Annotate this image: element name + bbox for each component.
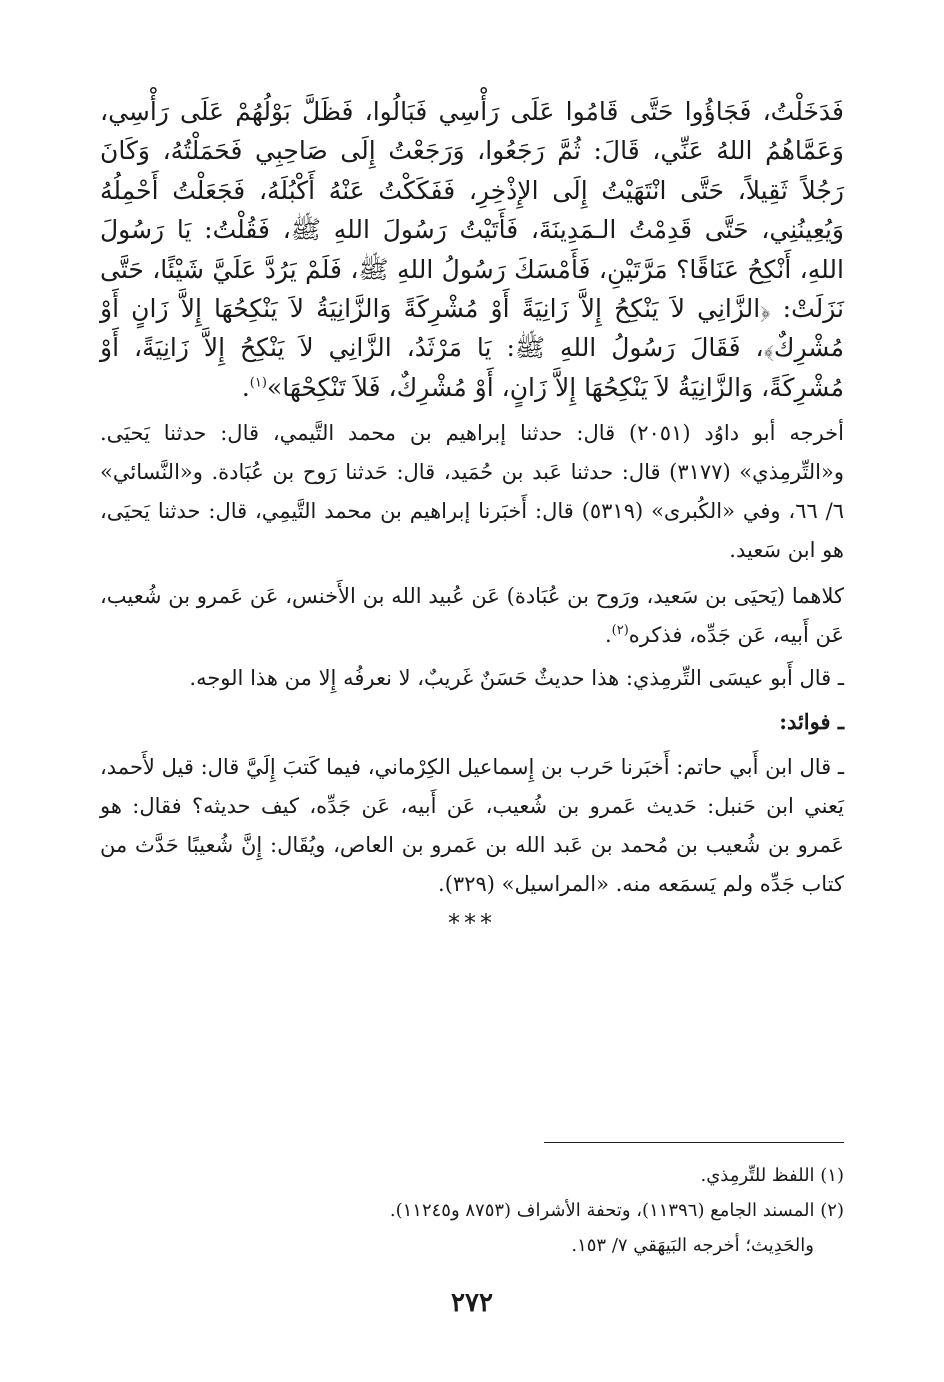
- footnotes: [100, 1158, 844, 1263]
- footnote-ref-2: (٢): [611, 623, 629, 639]
- tirmidhi-comment: ـ قال أَبو عيسَى التِّرمِذي: هذا حديثٌ حَسَنٌ غَريبٌ، لا نعرفُه إِلا من هذا الوجه.: [189, 666, 844, 691]
- footnote-ref-1: (١): [249, 375, 267, 391]
- fawaid-heading: ـ فوائد:: [779, 709, 844, 735]
- footnote-divider: [544, 1142, 844, 1143]
- page-number: ٢٧٢: [451, 1288, 493, 1318]
- footnote-2: (٢) المسند الجامع (١١٣٩٦)، وتحفة الأشراف (٨٧٥٣ و١١٢٤٥).: [389, 1200, 844, 1221]
- section-separator: ***: [448, 909, 496, 938]
- hadith-content: فَدَخَلْتُ، فَجَاؤُوا حَتَّى قَامُوا عَلَى رَأْسِي فَبَالُوا، فَظَلَّ بَوْلُهُمْ عَلَى رَأْسِي، وَعَمَّاهُمُ اللهُ عَنِّي، قَالَ: ثُمَّ رَجَعُوا، وَرَجَعْتُ إِلَى صَاحِبِي فَحَمَلْتُهُ، وَكَانَ رَجُلاً ثَقِيلاً، حَتَّى انْتَهَيْتُ إِلَى الإِذْخِرِ، فَفَكَكْتُ عَنْهُ أَكْبُلَهُ، فَجَعَلْتُ أَحْمِلُهُ وَيُعِينُنِي، حَتَّى قَدِمْتُ الـمَدِينَةَ، فَأَتَيْتُ رَسُولَ اللهِ ﷺ، فَقُلْتُ: يَا رَسُولَ اللهِ، أَنْكِحُ عَنَاقًا؟ مَرَّتَيْنِ، فَأَمْسَكَ رَسُولُ اللهِ ﷺ، فَلَمْ يَرُدَّ عَلَيَّ شَيْئًا، حَتَّى نَزَلَتْ: ﴿الزَّانِي لاَ يَنْكِحُ إِلاَّ زَانِيَةً أَوْ مُشْرِكَةً وَالزَّانِيَةُ لاَ يَنْكِحُهَا إِلاَّ زَانٍ أَوْ مُشْرِكٌ﴾، فَقَالَ رَسُولُ اللهِ ﷺ: يَا مَرْثَدُ، الزَّانِي لاَ يَنْكِحُ إِلاَّ زَانِيَةً، أَوْ مُشْرِكَةً، وَالزَّانِيَةُ لاَ يَنْكِحُهَا إِلاَّ زَانٍ، أَوْ مُشْرِكٌ، فَلاَ تَنْكِحْهَا»: [100, 97, 844, 402]
- takhrij-paragraph: أخرجه أبو داوُد (٢٠٥١) قال: حدثنا إبراهيم بن محمد التَّيمي، قال: حدثنا يَحيَى. و«التِّرمِذي» (٣١٧٧) قال: حدثنا عَبد بن حُمَيد، قال: حَدثنا رَوح بن عُبَادة. و«النَّسائي» ٦/ ٦٦، وفي «الكُبرى» (٥٣١٩) قال: أَخبَرنا إبراهيم بن محمد التَّيمِي، قال: حدثنا يَحيَى، هو ابن سَعيد.: [100, 421, 844, 563]
- fawaid-paragraph: ـ قال ابن أَبي حاتم: أَخبَرنا حَرب بن إِسماعيل الكِرْماني، فيما كَتبَ إِلَيَّ قال: قيل لأَحمد، يَعني ابن حَنبل: حَديث عَمرو بن شُعيب، عَن أَبيه، عَن جَدِّه، كيف حديثه؟ فقال: هو عَمرو بن شُعيب بن مُحمد بن عَبد الله بن عَمرو بن العاص، ويُقَال: إِنَّ شُعيبًا حَدَّث من كتاب جَدِّه ولم يَسمَعه منه. «المراسيل» (٣٢٩).: [100, 755, 844, 897]
- kilahuma-end: .: [604, 623, 612, 648]
- kilahuma-text: كلاهما (يَحيَى بن سَعيد، ورَوح بن عُبَادة) عَن عُبيد الله بن الأَخنس، عَن عَمرو بن شُعيب، عَن أَبيه، عَن جَدِّه، فذكره: [100, 584, 844, 648]
- footnote-1: (١) اللفظ للتِّرمِذي.: [700, 1165, 844, 1186]
- hadith-text: فَدَخَلْتُ، فَجَاؤُوا حَتَّى قَامُوا عَلَى رَأْسِي فَبَالُوا، فَظَلَّ بَوْلُهُمْ عَلَى رَأْسِي، وَعَمَّاهُمُ اللهُ عَنِّي، قَالَ: ثُمَّ رَجَعُوا، وَرَجَعْتُ إِلَى صَاحِبِي فَحَمَلْتُهُ، وَكَانَ رَجُلاً ثَقِيلاً، حَتَّى انْتَهَيْتُ إِلَى الإِذْخِرِ، فَفَكَكْتُ عَنْهُ أَكْبُلَهُ، فَجَعَلْتُ أَحْمِلُهُ وَيُعِينُنِي، حَتَّى قَدِمْتُ الـمَدِينَةَ، فَأَتَيْتُ رَسُولَ اللهِ ﷺ، فَقُلْتُ: يَا رَسُولَ اللهِ، أَنْكِحُ عَنَاقًا؟ مَرَّتَيْنِ، فَأَمْسَكَ رَسُولُ اللهِ ﷺ، فَلَمْ يَرُدَّ عَلَيَّ شَيْئًا، حَتَّى نَزَلَتْ: ﴿الزَّانِي لاَ يَنْكِحُ إِلاَّ زَانِيَةً أَوْ مُشْرِكَةً وَالزَّانِيَةُ لاَ يَنْكِحُهَا إِلاَّ زَانٍ أَوْ مُشْرِكٌ﴾، فَقَالَ رَسُولُ اللهِ ﷺ: يَا مَرْثَدُ، الزَّانِي لاَ يَنْكِحُ إِلاَّ زَانِيَةً، أَوْ مُشْرِكَةً، وَالزَّانِيَةُ لاَ يَنْكِحُهَا إِلاَّ زَانٍ، أَوْ مُشْرِكٌ، فَلاَ تَنْكِحْهَا»$^{(١)}$.: [100, 97, 844, 402]
- kilahuma-paragraph: [100, 577, 844, 655]
- footnote-2-continued: والحَدِيث؛ أخرجه البَيهَقي ٧/ ١٥٣.: [571, 1235, 814, 1256]
